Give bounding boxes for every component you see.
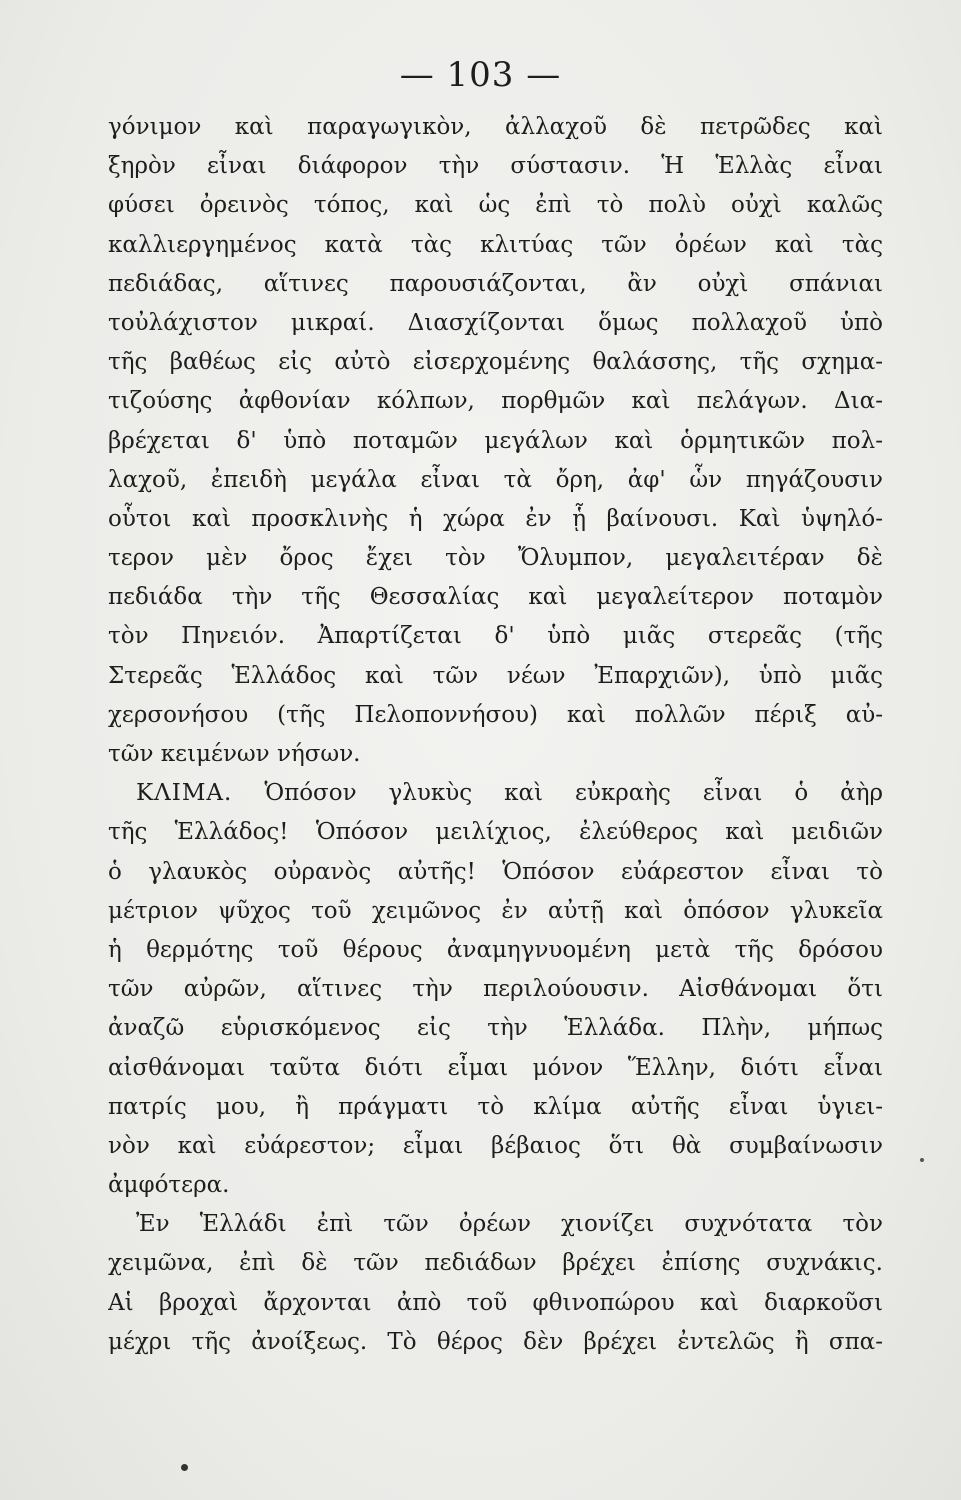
text-line: τῆς βαθέως εἰς αὐτὸ εἰσερχομένης θαλάσσης, τῆς σχημα-: [108, 349, 883, 376]
text-line: τιζούσης ἀφθονίαν κόλπων, πορθμῶν καὶ πελάγων. Δια-: [108, 388, 883, 415]
text-line: βρέχεται δ' ὑπὸ ποταμῶν μεγάλων καὶ ὁρμητικῶν πολ-: [108, 427, 883, 454]
text-line: πεδιάδα τὴν τῆς Θεσσαλίας καὶ μεγαλείτερον ποταμὸν: [108, 584, 883, 611]
text-line: τοὐλάχιστον μικραί. Διασχίζονται ὅμως πολλαχοῦ ὑπὸ: [108, 309, 883, 336]
section-first-line-text: Ὁπόσον γλυκὺς καὶ εὐκραὴς εἶναι ὁ ἀὴρ: [264, 780, 883, 807]
text-line: λαχοῦ, ἐπειδὴ μεγάλα εἶναι τὰ ὄρη, ἀφ' ὧν πηγάζουσιν: [108, 466, 883, 493]
text-line: χειμῶνα, ἐπὶ δὲ τῶν πεδιάδων βρέχει ἐπίσης συχνάκις.: [108, 1250, 883, 1277]
paragraph-3: [108, 1205, 883, 1362]
text-line: ξηρὸν εἶναι διάφορον τὴν σύστασιν. Ἡ Ἑλλὰς εἶναι: [108, 153, 883, 180]
text-line: τερον μὲν ὄρος ἔχει τὸν Ὄλυμπον, μεγαλειτέραν δὲ: [108, 545, 883, 572]
text-line: ἡ θερμότης τοῦ θέρους ἀναμηγνυομένη μετὰ τῆς δρόσου: [108, 936, 883, 963]
page-number: — 103 —: [399, 55, 562, 95]
text-line: πατρίς μου, ἢ πράγματι τὸ κλίμα αὐτῆς εἶναι ὑγιει-: [108, 1093, 883, 1120]
text-line: τῶν κειμένων νήσων.: [108, 741, 361, 767]
text-line: μέτριον ψῦχος τοῦ χειμῶνος ἐν αὐτῇ καὶ ὁπόσον γλυκεῖα: [108, 897, 883, 924]
text-line: οὗτοι καὶ προσκλινὴς ἡ χώρα ἐν ᾗ βαίνουσι. Καὶ ὑψηλό-: [108, 505, 883, 532]
text-line: τὸν Πηνειόν. Ἀπαρτίζεται δ' ὑπὸ μιᾶς στερεᾶς (τῆς: [108, 623, 883, 650]
text-line: φύσει ὀρεινὸς τόπος, καὶ ὡς ἐπὶ τὸ πολὺ οὐχὶ καλῶς: [108, 192, 883, 219]
text-line: πεδιάδας, αἵτινες παρουσιάζονται, ἂν οὐχὶ σπάνιαι: [108, 270, 883, 297]
text-line: τῆς Ἑλλάδος! Ὁπόσον μειλίχιος, ἐλεύθερος καὶ μειδιῶν: [108, 819, 883, 846]
section-klima: [108, 774, 883, 1205]
page-body-text: [108, 108, 883, 1362]
text-line: τῶν αὐρῶν, αἵτινες τὴν περιλούουσιν. Αἰσθάνομαι ὅτι: [108, 976, 883, 1003]
text-line: νὸν καὶ εὐάρεστον; εἶμαι βέβαιος ὅτι θὰ συμβαίνωσιν: [108, 1132, 883, 1159]
text-line: ἀναζῶ εὑρισκόμενος εἰς τὴν Ἑλλάδα. Πλὴν, μήπως: [108, 1015, 883, 1042]
paragraph-1: [108, 108, 883, 774]
text-line: καλλιεργημένος κατὰ τὰς κλιτύας τῶν ὀρέων καὶ τὰς: [108, 231, 883, 258]
text-line: Στερεᾶς Ἑλλάδος καὶ τῶν νέων Ἐπαρχιῶν), ὑπὸ μιᾶς: [108, 662, 883, 689]
text-line: ἀμφότερα.: [108, 1172, 230, 1199]
text-line: αἰσθάνομαι ταῦτα διότι εἶμαι μόνον Ἕλλην, διότι εἶναι: [108, 1054, 883, 1081]
section-first-line: [108, 774, 883, 813]
text-line: γόνιμον καὶ παραγωγικὸν, ἀλλαχοῦ δὲ πετρῶδες καὶ: [108, 114, 883, 140]
text-line: Ἐν Ἑλλάδι ἐπὶ τῶν ὀρέων χιονίζει συχνότατα τὸν: [136, 1211, 883, 1238]
text-line: μέχρι τῆς ἀνοίξεως. Τὸ θέρος δὲν βρέχει ἐντελῶς ἢ σπα-: [108, 1328, 883, 1355]
section-heading: ΚΛΙΜΑ.: [136, 780, 233, 807]
ink-dot: [181, 1464, 188, 1471]
text-line: Αἱ βροχαὶ ἄρχονται ἀπὸ τοῦ φθινοπώρου καὶ διαρκοῦσι: [108, 1289, 883, 1316]
text-line: χερσονήσου (τῆς Πελοποννήσου) καὶ πολλῶν πέριξ αὐ-: [108, 701, 883, 728]
text-line: ὁ γλαυκὸς οὐρανὸς αὐτῆς! Ὁπόσον εὐάρεστον εἶναι τὸ: [108, 858, 883, 885]
ink-speck: [920, 1158, 924, 1162]
